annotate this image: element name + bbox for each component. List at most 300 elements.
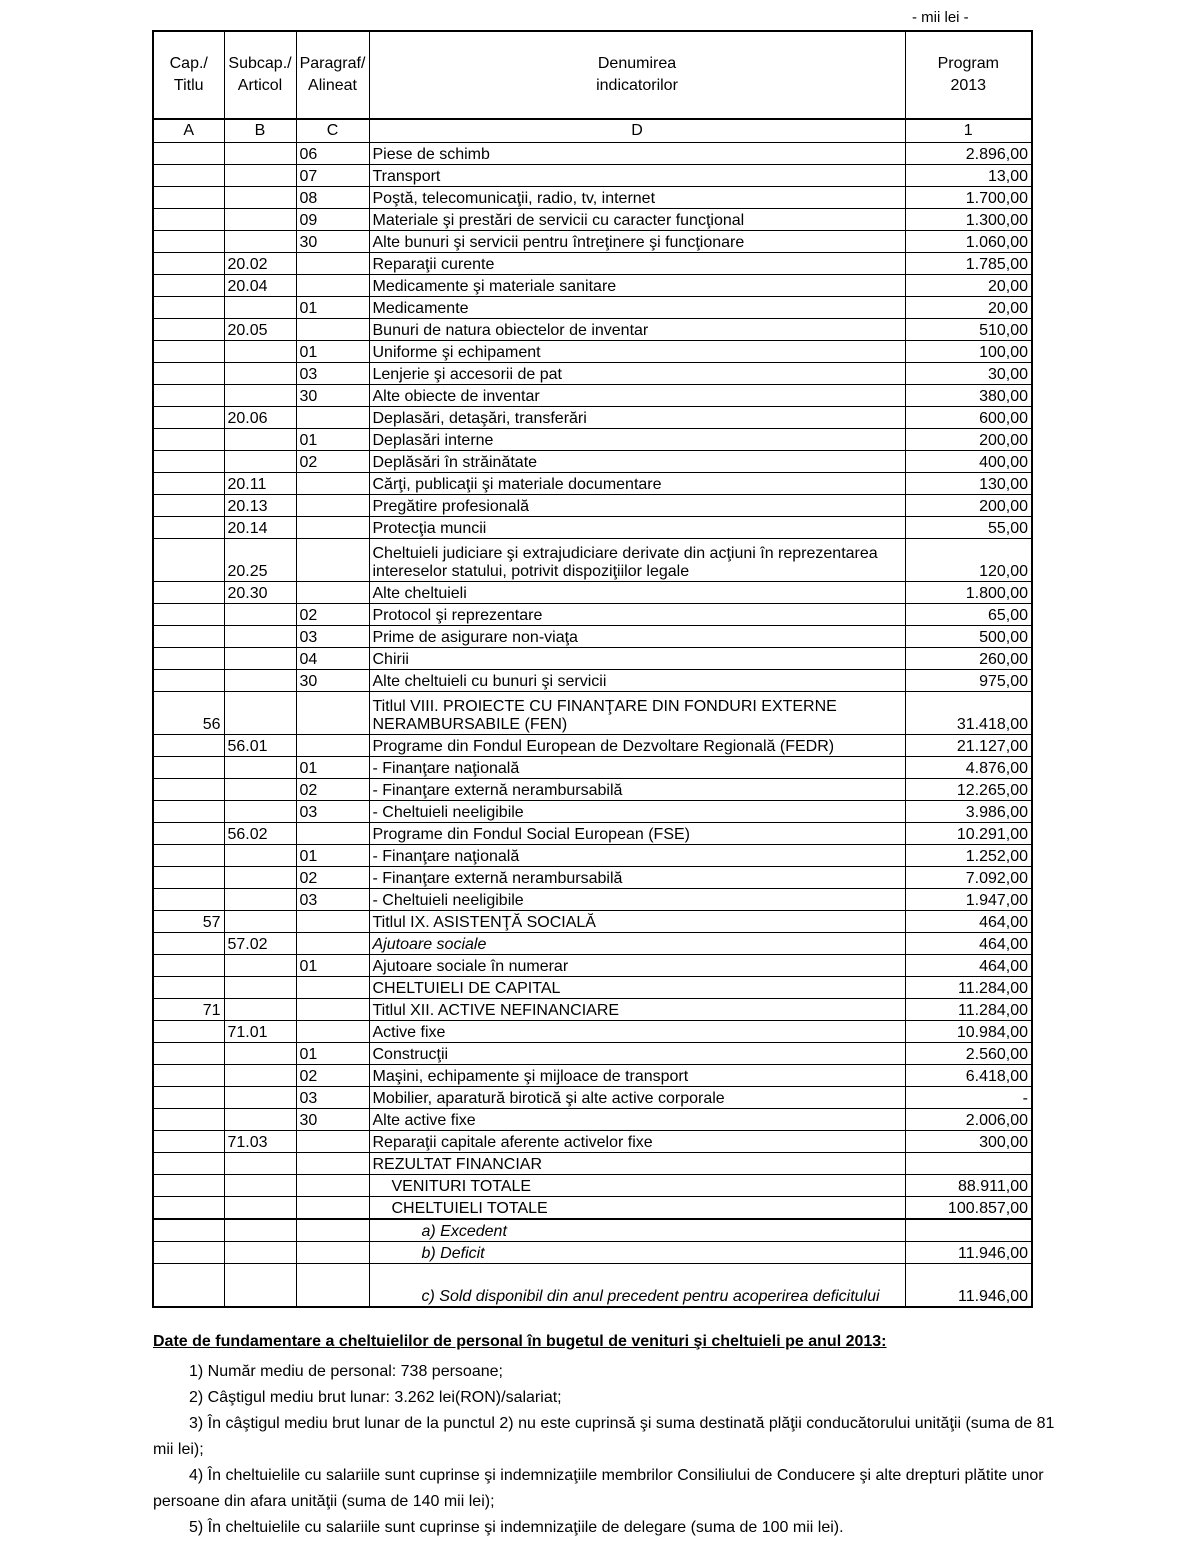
table-row: [153, 889, 1032, 911]
amount-cell: 1.252,00: [905, 845, 1032, 867]
table-row: [153, 999, 1032, 1021]
cap-cell: [153, 1131, 224, 1153]
amount-cell: 6.418,00: [905, 1065, 1032, 1087]
letter-d: D: [369, 119, 905, 143]
denumire-cell: Medicamente: [369, 297, 905, 319]
cap-cell: [153, 451, 224, 473]
amount-cell: 2.560,00: [905, 1043, 1032, 1065]
table-row: [153, 1043, 1032, 1065]
header-cap-titlu: Cap./ Titlu: [153, 31, 224, 119]
table-row: [153, 582, 1032, 604]
denumire-cell: CHELTUIELI TOTALE: [369, 1197, 905, 1220]
amount-cell: 65,00: [905, 604, 1032, 626]
denumire-cell: Ajutoare sociale: [369, 933, 905, 955]
table-row: [153, 1175, 1032, 1197]
denumire-cell: Medicamente şi materiale sanitare: [369, 275, 905, 297]
table-row: [153, 495, 1032, 517]
amount-cell: 600,00: [905, 407, 1032, 429]
table-row: [153, 1021, 1032, 1043]
amount-cell: 3.986,00: [905, 801, 1032, 823]
letter-c: C: [296, 119, 369, 143]
notes-title: Date de fundamentare a cheltuielilor de personal în bugetul de venituri şi cheltuieli pe anul 2013:: [153, 1333, 887, 1350]
paragraf-cell: [296, 495, 369, 517]
subcap-cell: 56.02: [224, 823, 296, 845]
paragraf-cell: 07: [296, 165, 369, 187]
table-row: [153, 1065, 1032, 1087]
subcap-cell: 71.01: [224, 1021, 296, 1043]
subcap-cell: [224, 801, 296, 823]
table-row: [153, 473, 1032, 495]
subcap-cell: [224, 1197, 296, 1220]
table-row: [153, 779, 1032, 801]
denumire-cell: Titlul VIII. PROIECTE CU FINANŢARE DIN FONDURI EXTERNE NERAMBURSABILE (FEN): [369, 692, 905, 735]
paragraf-cell: 03: [296, 889, 369, 911]
table-row: [153, 319, 1032, 341]
table-row: [153, 143, 1032, 165]
cap-cell: [153, 143, 224, 165]
paragraf-cell: 01: [296, 955, 369, 977]
amount-cell: 1.800,00: [905, 582, 1032, 604]
table-row: [153, 385, 1032, 407]
cap-cell: [153, 539, 224, 582]
amount-cell: 1.947,00: [905, 889, 1032, 911]
cap-cell: [153, 889, 224, 911]
paragraf-cell: [296, 1242, 369, 1264]
subcap-cell: 57.02: [224, 933, 296, 955]
amount-cell: 10.984,00: [905, 1021, 1032, 1043]
cap-cell: [153, 735, 224, 757]
note-item: 3) În câştigul mediu brut lunar de la punctul 2) nu este cuprinsă şi suma destinată plăţii conducătorului unităţii (suma de 81 mii lei);: [153, 1415, 1055, 1458]
amount-cell: 100.857,00: [905, 1197, 1032, 1220]
amount-cell: 11.946,00: [905, 1242, 1032, 1264]
amount-cell: 11.284,00: [905, 977, 1032, 999]
amount-cell: 12.265,00: [905, 779, 1032, 801]
denumire-cell: Ajutoare sociale în numerar: [369, 955, 905, 977]
denumire-cell: Maşini, echipamente şi mijloace de transport: [369, 1065, 905, 1087]
amount-cell: 55,00: [905, 517, 1032, 539]
note-item: 5) În cheltuielile cu salariile sunt cuprinse şi indemnizaţiile de delegare (suma de 100 mii lei).: [189, 1519, 844, 1536]
paragraf-cell: [296, 582, 369, 604]
table-row: [153, 539, 1032, 582]
denumire-cell: Pregătire profesională: [369, 495, 905, 517]
table-row: [153, 231, 1032, 253]
cap-cell: [153, 1264, 224, 1308]
paragraf-cell: [296, 275, 369, 297]
denumire-cell: - Finanţare naţională: [369, 757, 905, 779]
cap-cell: [153, 165, 224, 187]
amount-cell: 7.092,00: [905, 867, 1032, 889]
paragraf-cell: 30: [296, 1109, 369, 1131]
table-row: [153, 670, 1032, 692]
denumire-cell: Bunuri de natura obiectelor de inventar: [369, 319, 905, 341]
amount-cell: 260,00: [905, 648, 1032, 670]
subcap-cell: 20.02: [224, 253, 296, 275]
cap-cell: [153, 1065, 224, 1087]
denumire-cell: Materiale şi prestări de servicii cu caracter funcţional: [369, 209, 905, 231]
cap-cell: [153, 779, 224, 801]
cap-cell: [153, 582, 224, 604]
table-row: [153, 275, 1032, 297]
subcap-cell: [224, 999, 296, 1021]
paragraf-cell: 02: [296, 1065, 369, 1087]
subcap-cell: [224, 604, 296, 626]
cap-cell: [153, 845, 224, 867]
table-row: [153, 911, 1032, 933]
amount-cell: 300,00: [905, 1131, 1032, 1153]
paragraf-cell: 02: [296, 604, 369, 626]
cap-cell: [153, 801, 224, 823]
subcap-cell: [224, 1043, 296, 1065]
letter-a: A: [153, 119, 224, 143]
paragraf-cell: [296, 1153, 369, 1175]
table-row: [153, 1242, 1032, 1264]
denumire-cell: Uniforme şi echipament: [369, 341, 905, 363]
cap-cell: [153, 1087, 224, 1109]
paragraf-cell: [296, 319, 369, 341]
amount-cell: 380,00: [905, 385, 1032, 407]
subcap-cell: [224, 977, 296, 999]
table-row: [153, 1264, 1032, 1308]
amount-cell: 21.127,00: [905, 735, 1032, 757]
table-row: [153, 955, 1032, 977]
subcap-cell: [224, 1242, 296, 1264]
amount-cell: 88.911,00: [905, 1175, 1032, 1197]
table-row: [153, 1131, 1032, 1153]
amount-cell: 1.300,00: [905, 209, 1032, 231]
subcap-cell: [224, 385, 296, 407]
cap-cell: [153, 823, 224, 845]
subcap-cell: [224, 1065, 296, 1087]
denumire-cell: - Cheltuieli neeligibile: [369, 889, 905, 911]
subcap-cell: [224, 867, 296, 889]
paragraf-cell: [296, 1197, 369, 1220]
denumire-cell: Reparaţii curente: [369, 253, 905, 275]
paragraf-cell: 04: [296, 648, 369, 670]
table-row: [153, 604, 1032, 626]
cap-cell: [153, 231, 224, 253]
subcap-cell: 20.14: [224, 517, 296, 539]
header-paragraf-alineat: Paragraf/ Alineat: [296, 31, 369, 119]
paragraf-cell: 01: [296, 297, 369, 319]
table-row: [153, 165, 1032, 187]
amount-cell: 13,00: [905, 165, 1032, 187]
subcap-cell: [224, 429, 296, 451]
paragraf-cell: [296, 823, 369, 845]
subcap-cell: [224, 911, 296, 933]
subcap-cell: [224, 231, 296, 253]
paragraf-cell: 02: [296, 451, 369, 473]
subcap-cell: [224, 692, 296, 735]
cap-cell: 71: [153, 999, 224, 1021]
cap-cell: [153, 1153, 224, 1175]
subcap-cell: [224, 779, 296, 801]
paragraf-cell: 30: [296, 231, 369, 253]
paragraf-cell: [296, 1131, 369, 1153]
denumire-cell: Alte obiecte de inventar: [369, 385, 905, 407]
subcap-cell: [224, 143, 296, 165]
subcap-cell: 20.04: [224, 275, 296, 297]
subcap-cell: [224, 955, 296, 977]
denumire-cell: Protocol şi reprezentare: [369, 604, 905, 626]
cap-cell: [153, 955, 224, 977]
amount-cell: 120,00: [905, 539, 1032, 582]
subcap-cell: [224, 297, 296, 319]
subcap-cell: 20.05: [224, 319, 296, 341]
cap-cell: [153, 1175, 224, 1197]
letter-1: 1: [905, 119, 1032, 143]
table-row: [153, 823, 1032, 845]
paragraf-cell: 01: [296, 341, 369, 363]
cap-cell: [153, 1043, 224, 1065]
cap-cell: [153, 1242, 224, 1264]
cap-cell: [153, 209, 224, 231]
subcap-cell: [224, 1175, 296, 1197]
amount-cell: -: [905, 1087, 1032, 1109]
table-row: [153, 626, 1032, 648]
cap-cell: [153, 933, 224, 955]
subcap-cell: 56.01: [224, 735, 296, 757]
table-row: [153, 429, 1032, 451]
denumire-cell: Deplasări, detaşări, transferări: [369, 407, 905, 429]
amount-cell: 10.291,00: [905, 823, 1032, 845]
denumire-cell: c) Sold disponibil din anul precedent pentru acoperirea deficitului: [369, 1264, 905, 1308]
subcap-cell: 20.25: [224, 539, 296, 582]
amount-cell: 464,00: [905, 933, 1032, 955]
cap-cell: [153, 495, 224, 517]
denumire-cell: Chirii: [369, 648, 905, 670]
cap-cell: [153, 867, 224, 889]
header-subcap-articol: Subcap./ Articol: [224, 31, 296, 119]
paragraf-cell: [296, 253, 369, 275]
budget-table: [152, 30, 1033, 1308]
amount-cell: 20,00: [905, 275, 1032, 297]
paragraf-cell: 02: [296, 779, 369, 801]
amount-cell: 1.060,00: [905, 231, 1032, 253]
amount-cell: 975,00: [905, 670, 1032, 692]
amount-cell: 20,00: [905, 297, 1032, 319]
subcap-cell: [224, 626, 296, 648]
amount-cell: 1.785,00: [905, 253, 1032, 275]
amount-cell: 500,00: [905, 626, 1032, 648]
amount-cell: 200,00: [905, 495, 1032, 517]
table-row: [153, 977, 1032, 999]
denumire-cell: Protecţia muncii: [369, 517, 905, 539]
table-row: [153, 648, 1032, 670]
amount-cell: 31.418,00: [905, 692, 1032, 735]
table-row: [153, 1153, 1032, 1175]
amount-cell: 464,00: [905, 955, 1032, 977]
subcap-cell: 20.06: [224, 407, 296, 429]
paragraf-cell: [296, 1021, 369, 1043]
cap-cell: [153, 977, 224, 999]
cap-cell: [153, 297, 224, 319]
letter-b: B: [224, 119, 296, 143]
denumire-cell: Piese de schimb: [369, 143, 905, 165]
subcap-cell: [224, 209, 296, 231]
paragraf-cell: 02: [296, 867, 369, 889]
amount-cell: 200,00: [905, 429, 1032, 451]
cap-cell: [153, 187, 224, 209]
denumire-cell: Titlul XII. ACTIVE NEFINANCIARE: [369, 999, 905, 1021]
cap-cell: [153, 253, 224, 275]
paragraf-cell: 30: [296, 385, 369, 407]
denumire-cell: Alte cheltuieli cu bunuri şi servicii: [369, 670, 905, 692]
table-row: [153, 407, 1032, 429]
cap-cell: [153, 275, 224, 297]
denumire-cell: Poştă, telecomunicaţii, radio, tv, internet: [369, 187, 905, 209]
table-row: [153, 209, 1032, 231]
cap-cell: [153, 626, 224, 648]
note-item: 1) Număr mediu de personal: 738 persoane;: [189, 1363, 503, 1380]
amount-cell: 30,00: [905, 363, 1032, 385]
denumire-cell: Mobilier, aparatură birotică şi alte active corporale: [369, 1087, 905, 1109]
paragraf-cell: [296, 735, 369, 757]
paragraf-cell: [296, 933, 369, 955]
subcap-cell: [224, 1109, 296, 1131]
denumire-cell: Reparaţii capitale aferente activelor fixe: [369, 1131, 905, 1153]
cap-cell: [153, 1109, 224, 1131]
denumire-cell: a) Excedent: [369, 1219, 905, 1242]
cap-cell: [153, 1219, 224, 1242]
amount-cell: 400,00: [905, 451, 1032, 473]
denumire-cell: - Finanţare externă nerambursabilă: [369, 779, 905, 801]
paragraf-cell: [296, 539, 369, 582]
paragraf-cell: [296, 1175, 369, 1197]
paragraf-cell: 09: [296, 209, 369, 231]
table-row: [153, 341, 1032, 363]
denumire-cell: Deplasări interne: [369, 429, 905, 451]
subcap-cell: [224, 648, 296, 670]
paragraf-cell: 03: [296, 801, 369, 823]
note-item: 2) Câştigul mediu brut lunar: 3.262 lei(RON)/salariat;: [189, 1389, 562, 1406]
paragraf-cell: 03: [296, 626, 369, 648]
denumire-cell: Lenjerie şi accesorii de pat: [369, 363, 905, 385]
amount-cell: [905, 1153, 1032, 1175]
table-row: [153, 297, 1032, 319]
column-letters-row: [153, 119, 1032, 143]
table-row: [153, 933, 1032, 955]
denumire-cell: VENITURI TOTALE: [369, 1175, 905, 1197]
subcap-cell: [224, 757, 296, 779]
paragraf-cell: [296, 911, 369, 933]
denumire-cell: Titlul IX. ASISTENŢĂ SOCIALĂ: [369, 911, 905, 933]
cap-cell: [153, 604, 224, 626]
paragraf-cell: [296, 1264, 369, 1308]
table-row: [153, 801, 1032, 823]
denumire-cell: REZULTAT FINANCIAR: [369, 1153, 905, 1175]
cap-cell: [153, 319, 224, 341]
table-row: [153, 1219, 1032, 1242]
denumire-cell: Prime de asigurare non-viaţa: [369, 626, 905, 648]
amount-cell: 1.700,00: [905, 187, 1032, 209]
denumire-cell: Construcţii: [369, 1043, 905, 1065]
paragraf-cell: [296, 517, 369, 539]
subcap-cell: 20.11: [224, 473, 296, 495]
table-row: [153, 1197, 1032, 1220]
denumire-cell: b) Deficit: [369, 1242, 905, 1264]
cap-cell: [153, 363, 224, 385]
paragraf-cell: [296, 407, 369, 429]
note-item: 4) În cheltuielile cu salariile sunt cuprinse şi indemnizaţiile membrilor Consiliului de Conducere şi alte drepturi plătite unor persoane din afara unităţii (suma de 140 mii lei);: [153, 1467, 1044, 1510]
subcap-cell: [224, 1264, 296, 1308]
denumire-cell: - Cheltuieli neeligibile: [369, 801, 905, 823]
subcap-cell: [224, 1087, 296, 1109]
amount-cell: 11.284,00: [905, 999, 1032, 1021]
subcap-cell: [224, 165, 296, 187]
cap-cell: [153, 648, 224, 670]
subcap-cell: [224, 451, 296, 473]
cap-cell: [153, 517, 224, 539]
header-program: Program 2013: [905, 31, 1032, 119]
denumire-cell: Cheltuieli judiciare şi extrajudiciare derivate din acţiuni în reprezentarea intereselor statului, potrivit dispoziţiilor legale: [369, 539, 905, 582]
denumire-cell: Programe din Fondul Social European (FSE): [369, 823, 905, 845]
table-row: [153, 692, 1032, 735]
header-row: [153, 31, 1032, 119]
table-row: [153, 1087, 1032, 1109]
paragraf-cell: [296, 1219, 369, 1242]
cap-cell: [153, 407, 224, 429]
table-row: [153, 867, 1032, 889]
subcap-cell: 20.30: [224, 582, 296, 604]
denumire-cell: Alte cheltuieli: [369, 582, 905, 604]
subcap-cell: [224, 1219, 296, 1242]
cap-cell: [153, 670, 224, 692]
denumire-cell: - Finanţare externă nerambursabilă: [369, 867, 905, 889]
denumire-cell: Alte active fixe: [369, 1109, 905, 1131]
denumire-cell: - Finanţare naţională: [369, 845, 905, 867]
subcap-cell: [224, 187, 296, 209]
subcap-cell: [224, 1153, 296, 1175]
table-row: [153, 757, 1032, 779]
denumire-cell: Cărţi, publicaţii şi materiale documentare: [369, 473, 905, 495]
denumire-cell: Active fixe: [369, 1021, 905, 1043]
amount-cell: 4.876,00: [905, 757, 1032, 779]
paragraf-cell: 03: [296, 363, 369, 385]
paragraf-cell: 01: [296, 757, 369, 779]
amount-cell: 2.006,00: [905, 1109, 1032, 1131]
cap-cell: [153, 1021, 224, 1043]
paragraf-cell: [296, 977, 369, 999]
notes-section: [153, 1333, 1065, 1541]
amount-cell: 11.946,00: [905, 1264, 1032, 1308]
paragraf-cell: 08: [296, 187, 369, 209]
paragraf-cell: 01: [296, 845, 369, 867]
paragraf-cell: 01: [296, 1043, 369, 1065]
subcap-cell: [224, 845, 296, 867]
paragraf-cell: [296, 999, 369, 1021]
paragraf-cell: 03: [296, 1087, 369, 1109]
subcap-cell: [224, 341, 296, 363]
cap-cell: [153, 473, 224, 495]
amount-cell: 100,00: [905, 341, 1032, 363]
cap-cell: [153, 1197, 224, 1220]
table-row: [153, 451, 1032, 473]
table-row: [153, 363, 1032, 385]
cap-cell: 56: [153, 692, 224, 735]
subcap-cell: 20.13: [224, 495, 296, 517]
amount-cell: [905, 1219, 1032, 1242]
cap-cell: [153, 341, 224, 363]
denumire-cell: CHELTUIELI DE CAPITAL: [369, 977, 905, 999]
header-denumirea: Denumirea indicatorilor: [369, 31, 905, 119]
subcap-cell: [224, 670, 296, 692]
paragraf-cell: 06: [296, 143, 369, 165]
amount-cell: 510,00: [905, 319, 1032, 341]
budget-rows: [153, 143, 1032, 1308]
amount-cell: 464,00: [905, 911, 1032, 933]
cap-cell: 57: [153, 911, 224, 933]
cap-cell: [153, 429, 224, 451]
